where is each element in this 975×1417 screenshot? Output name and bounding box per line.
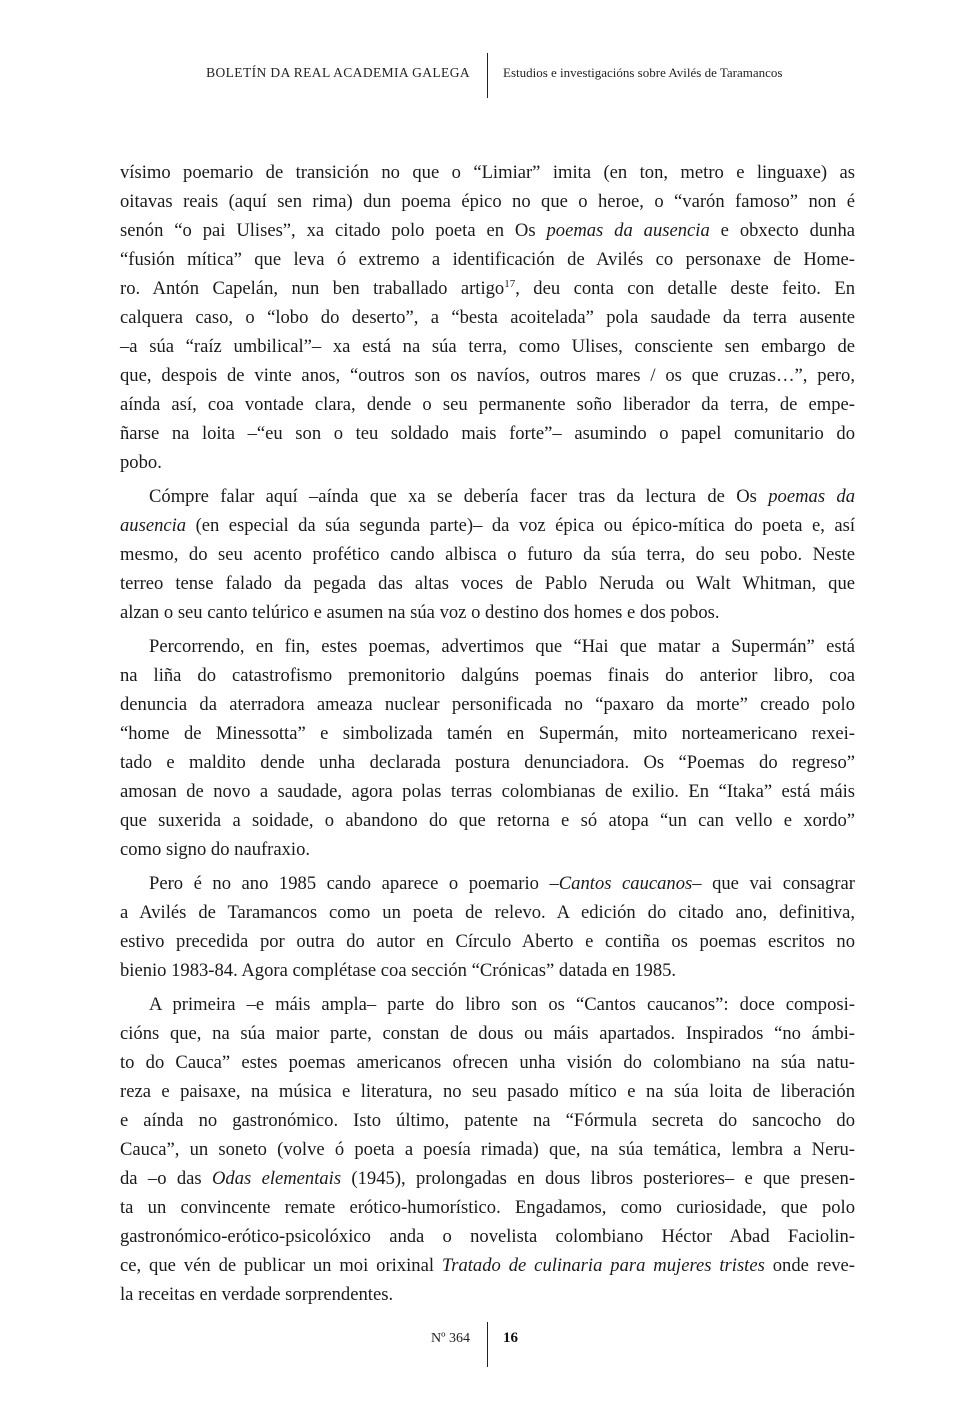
footer-divider xyxy=(487,1322,488,1367)
text-line: to do Cauca” estes poemas americanos ofrecen unha visión do colombiano na súa natu- xyxy=(120,1052,855,1073)
text-line: que, despois de vinte anos, “outros son os navíos, outros mares / os que cruzas…”, pero, xyxy=(120,365,855,386)
text-line: Cómpre falar aquí –aínda que xa se debería facer tras da lectura de Os poemas da xyxy=(149,486,855,507)
text-line: como signo do naufraxio. xyxy=(120,839,311,860)
paragraph-4 xyxy=(120,869,855,985)
book-title: poemas da xyxy=(768,486,855,507)
text-line: na liña do catastrofismo premonitorio dalgúns poemas finais do anterior libro, coa xyxy=(120,665,855,686)
issue-number: Nº 364 xyxy=(431,1331,470,1346)
book-title: Tratado de culinaria para mujeres tristes xyxy=(441,1255,765,1276)
text-line: –a súa “raíz umbilical”– xa está na súa terra, como Ulises, consciente sen embargo de xyxy=(120,336,855,357)
running-header xyxy=(0,53,975,98)
text-line: Cauca”, un soneto (volve ó poeta a poesía rimada) que, na súa temática, lembra a Neru- xyxy=(120,1139,855,1160)
journal-title: BOLETÍN DA REAL ACADEMIA GALEGA xyxy=(206,65,470,80)
paragraph-5 xyxy=(120,990,855,1309)
text-line: reza e paisaxe, na música e literatura, no seu pasado mítico e na súa loita de liberación xyxy=(120,1081,855,1102)
text-line: Percorrendo, en fin, estes poemas, advertimos que “Hai que matar a Supermán” está xyxy=(149,636,855,657)
text-line: da –o das Odas elementais (1945), prolongadas en dous libros posteriores– e que presen- xyxy=(120,1168,856,1189)
paragraph-1 xyxy=(120,158,855,477)
text-line: cións que, na súa maior parte, constan de dous ou máis apartados. Inspirados “no ámbi- xyxy=(120,1023,855,1044)
text-line: ro. Antón Capelán, nun ben traballado artigo$^{17}$, deu conta con detalle deste feito. En xyxy=(120,278,855,299)
text-line: Pero é no ano 1985 cando aparece o poemario –Cantos caucanos– que vai consagrar xyxy=(149,873,855,894)
book-title: poemas da ausencia xyxy=(546,220,710,241)
text-line: pobo. xyxy=(120,452,162,473)
text-line: terreo tense falado da pegada das altas voces de Pablo Neruda ou Walt Whitman, que xyxy=(120,573,855,594)
text-line: ñarse na loita –“eu son o teu soldado mais forte”– asumindo o papel comunitario do xyxy=(120,423,855,444)
text-line: e aínda no gastronómico. Isto último, patente na “Fórmula secreta do sancocho do xyxy=(120,1110,855,1131)
text-line: mesmo, do seu acento profético cando albisca o futuro da súa terra, do seu pobo. Neste xyxy=(120,544,855,565)
text-line: denuncia da aterradora ameaza nuclear personificada no “paxaro da morte” creado polo xyxy=(120,694,855,715)
book-title: ausencia xyxy=(120,515,187,536)
text-line: ce, que vén de publicar un moi orixinal Tratado de culinaria para mujeres tristes onde reve- xyxy=(120,1255,855,1276)
text-line: estivo precedida por outra do autor en Círculo Aberto e contiña os poemas escritos no xyxy=(120,931,855,952)
book-title: Cantos caucanos xyxy=(558,873,693,894)
running-footer xyxy=(0,1322,975,1367)
page-number: 16 xyxy=(503,1330,518,1346)
section-title: Estudios e investigacións sobre Avilés de Taramancos xyxy=(503,65,783,80)
text-line: senón “o pai Ulises”, xa citado polo poeta en Os poemas da ausencia e obxecto dunha xyxy=(120,220,856,241)
book-title: Odas elementais xyxy=(211,1168,342,1189)
header-divider xyxy=(487,53,488,98)
text-line: “fusión mítica” que leva ó extremo a identificación de Avilés co personaxe de Home- xyxy=(120,249,855,270)
text-line: que suxerida a soidade, o abandono do que retorna e só atopa “un can vello e xordo” xyxy=(120,810,855,831)
text-line: calquera caso, o “lobo do deserto”, a “besta acoitelada” pola saudade da terra ausente xyxy=(120,307,855,328)
footnote-ref: 17 xyxy=(504,278,516,290)
body-text xyxy=(120,158,855,1309)
text-line: A primeira –e máis ampla– parte do libro son os “Cantos caucanos”: doce composi- xyxy=(149,994,855,1015)
text-line: aínda así, coa vontade clara, dende o seu permanente soño liberador da terra, de empe- xyxy=(120,394,855,415)
paragraph-3 xyxy=(120,632,855,864)
text-line: “home de Minessotta” e simbolizada tamén en Supermán, mito norteamericano rexei- xyxy=(120,723,855,744)
text-line: amosan de novo a saudade, agora polas terras colombianas de exilio. En “Itaka” está máis xyxy=(120,781,855,802)
text-line: ta un convincente remate erótico-humorístico. Engadamos, como curiosidade, que polo xyxy=(120,1197,855,1218)
text-line: tado e maldito dende unha declarada postura denunciadora. Os “Poemas do regreso” xyxy=(120,752,855,773)
text-line: gastronómico-erótico-psicolóxico anda o novelista colombiano Héctor Abad Faciolin- xyxy=(120,1226,855,1247)
text-line: alzan o seu canto telúrico e asumen na súa voz o destino dos homes e dos pobos. xyxy=(120,602,720,623)
text-line: la receitas en verdade sorprendentes. xyxy=(120,1284,394,1305)
text-line: bienio 1983-84. Agora complétase coa sección “Crónicas” datada en 1985. xyxy=(120,960,677,981)
paragraph-2 xyxy=(120,482,855,627)
text-line: ausencia (en especial da súa segunda parte)– da voz épica ou épico-mítica do poeta e, así xyxy=(120,515,855,536)
text-line: oitavas reais (aquí sen rima) dun poema épico no que o heroe, o “varón famoso” non é xyxy=(120,191,855,212)
text-line: a Avilés de Taramancos como un poeta de relevo. A edición do citado ano, definitiva, xyxy=(120,902,855,923)
text-line: vísimo poemario de transición no que o “Limiar” imita (en ton, metro e linguaxe) as xyxy=(120,162,855,183)
